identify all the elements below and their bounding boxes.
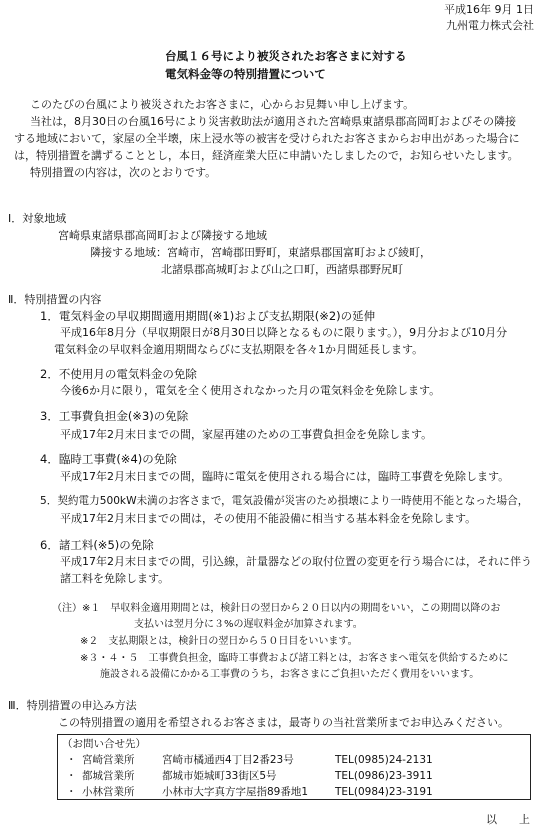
office-tel: TEL(0985)24-2131 [335, 754, 433, 766]
title-line-1: 台風１６号により被災されたお客さまに対する [165, 49, 407, 63]
item-5-body-1: 平成17年2月末日までの間は，その使用不能設備に相当する基本料金を免除します。 [60, 512, 477, 525]
item-1-heading: 1．電気料金の早収期間適用期間(※1)および支払期限(※2)の延伸 [40, 309, 376, 323]
contact-box [57, 734, 531, 800]
section-3-heading: Ⅲ．特別措置の申込み方法 [8, 699, 137, 712]
intro-line-1: このたびの台風により被災されたお客さまに，心からお見舞い申し上げます。 [30, 98, 415, 111]
section-1-line-2: 隣接する地域：宮崎市，宮崎郡田野町，東諸県郡国富町および綾町， [90, 246, 431, 259]
item-3-body-1: 平成17年2月末日までの間，家屋再建のための工事費負担金を免除します。 [60, 428, 433, 441]
intro-line-3: する地域において，家屋の全半壊，床上浸水等の被害を受けられたお客さまからお申出があった場合に [14, 132, 520, 145]
section-2-heading: Ⅱ．特別措置の内容 [8, 293, 102, 306]
item-1-body-2: 電気料金の早収料金適用期間ならびに支払期限を各々1か月間延長します。 [54, 343, 424, 356]
item-2-heading: 2．不使用月の電気料金の免除 [40, 367, 197, 381]
office-name: 都城営業所 [82, 770, 135, 782]
item-4-heading: 4．臨時工事費(※4)の免除 [40, 452, 177, 466]
contact-bullet: ・ [66, 770, 77, 782]
section-1-line-1: 宮崎県東諸県郡高岡町および隣接する地域 [58, 229, 267, 242]
office-address: 小林市大字真方字屋指89番地1 [162, 786, 309, 798]
note-1-line-2: 支払いは翌月分に３%の遅収料金が加算されます。 [134, 619, 363, 630]
office-address: 都城市姫城町33街区5号 [162, 770, 277, 782]
note-3-line-2: 施設される設備にかかる工事費のうち，お客さまにご負担いただく費用をいいます。 [100, 669, 480, 680]
section-3-line-1: この特別措置の適用を希望されるお客さまは，最寄りの当社営業所までお申込みください。 [58, 716, 509, 729]
document-title [165, 47, 407, 83]
section-1-line-3: 北諸県郡高城町および山之口町，西諸県郡野尻町 [161, 263, 403, 276]
item-6-body-2: 諸工料を免除します。 [60, 572, 170, 585]
note-2: ※２ 支払期限とは，検針日の翌日から５０日目をいいます。 [80, 636, 358, 647]
intro-line-2: 当社は，8月30日の台風16号により災害救助法が適用された宮崎県東諸県郡高岡町およびその隣接 [30, 115, 516, 128]
section-1-heading: Ⅰ．対象地域 [8, 212, 67, 225]
contact-bullet: ・ [66, 786, 77, 798]
note-1-line-1: （注）※１ 早収料金適用期間とは，検針日の翌日から２０日以内の期間をいい，この期間以降のお [52, 603, 501, 614]
item-2-body-1: 今後6か月に限り，電気を全く使用されなかった月の電気料金を免除します。 [60, 384, 441, 397]
item-6-heading: 6．諸工料(※5)の免除 [40, 538, 154, 552]
title-line-2: 電気料金等の特別措置について [165, 67, 326, 81]
item-3-heading: 3．工事費負担金(※3)の免除 [40, 409, 189, 423]
office-tel: TEL(0986)23-3911 [335, 770, 433, 782]
contact-label: （お問い合せ先） [62, 738, 146, 750]
company-name: 九州電力株式会社 [446, 19, 534, 32]
office-name: 小林営業所 [82, 786, 135, 798]
item-5-heading: 5．契約電力500kW未満のお客さまで，電気設備が災害のため損壊により一時使用不能となった場合， [40, 495, 529, 507]
office-address: 宮崎市橘通西4丁目2番23号 [162, 754, 294, 766]
item-1-body-1: 平成16年8月分（早収期限日が8月30日以降となるものに限ります。），9月分および10月分 [60, 326, 508, 339]
intro-line-5: 特別措置の内容は，次のとおりです。 [30, 166, 217, 179]
closing-mark: 以 上 [486, 813, 530, 826]
document-date: 平成16年 9月 1日 [444, 3, 534, 16]
item-4-body-1: 平成17年2月末日までの間，臨時に電気を使用される場合には，臨時工事費を免除します。 [60, 470, 510, 483]
office-name: 宮崎営業所 [82, 754, 135, 766]
contact-bullet: ・ [66, 754, 77, 766]
note-3-line-1: ※３・４・５ 工事費負担金，臨時工事費および諸工料とは，お客さまへ電気を供給するために [80, 653, 509, 664]
item-6-body-1: 平成17年2月末日までの間，引込線，計量器などの取付位置の変更を行う場合には，それに伴う [60, 555, 532, 568]
intro-line-4: は，特別措置を講ずることとし，本日，経済産業大臣に申請いたしましたので，お知らせいたします。 [14, 149, 519, 162]
office-tel: TEL(0984)23-3191 [335, 786, 433, 798]
